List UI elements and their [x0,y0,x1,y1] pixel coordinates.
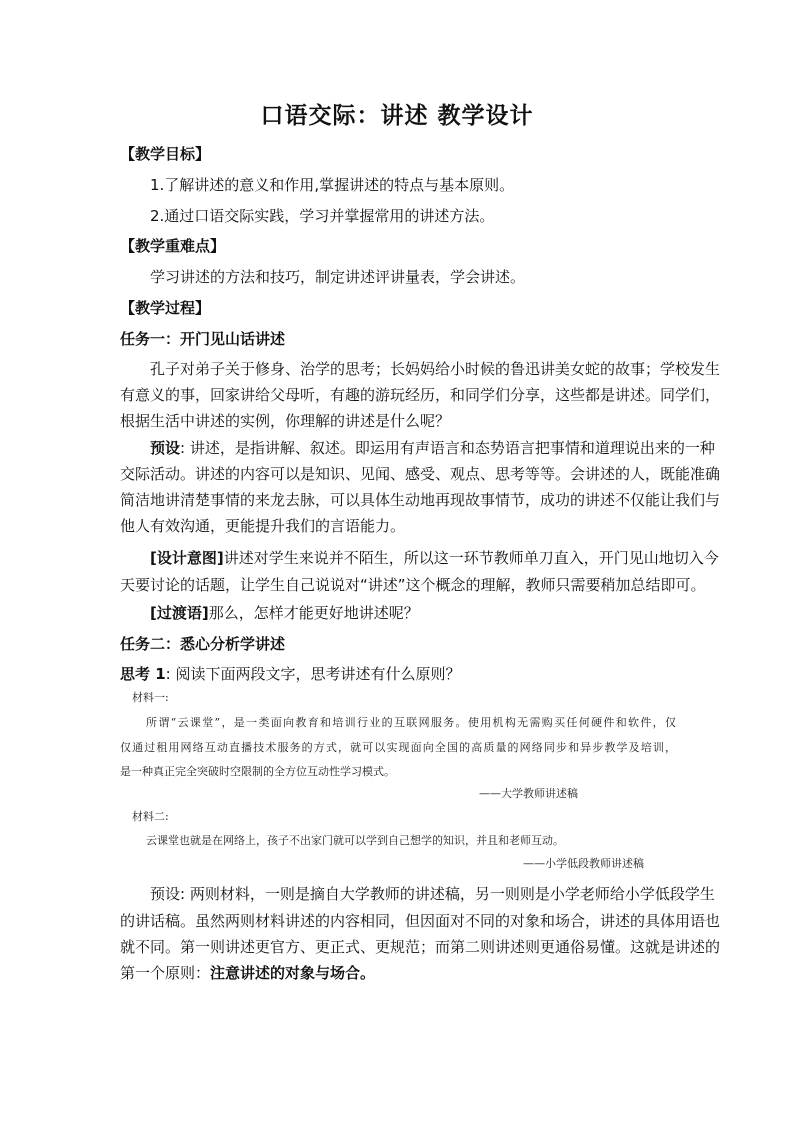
task-1-title: 任务一：开门见山话讲述 [120,330,286,348]
task-1-paragraph-line: 有意义的事，回家讲给父母听，有趣的游玩经历，和同学们分享，这些都是讲述。同学们， [120,386,721,404]
material-2-line: 云课堂也就是在网络上，孩子不出家门就可以学到自己想学的知识，并且和老师互动。 [146,834,564,847]
key-points-text: 学习讲述的方法和技巧，制定讲述评讲量表，学会讲述。 [150,268,526,286]
task-1-preset-line: 预设: 讲述，是指讲解、叙述。即运用有声语言和态势语言把事情和道理说出来的一种 [150,439,715,457]
task-2-preset-line: 的讲话稿。虽然两则材料讲述的内容相同，但因面对不同的对象和场合，讲述的具体用语也 [120,912,721,930]
transition-line: [过渡语]那么，怎样才能更好地讲述呢？ [150,604,419,622]
task-1-preset-line: 他人有效沟通，更能提升我们的言语能力。 [120,517,406,535]
design-intent-line: [设计意图]讲述对学生来说并不陌生，所以这一环节教师单刀直入，开门见山地切入今 [150,549,719,567]
material-1-line: 仅通过租用网络互动直播技术服务的方式，就可以实现面向全国的高质量的网络同步和异步教学及培训， [120,741,676,754]
think-1-label: 思考 1 [120,665,166,683]
task-2-title: 任务二：悉心分析学讲述 [120,635,286,653]
think-1-line: 思考 1: 阅读下面两段文字，思考讲述有什么原则？ [120,665,461,683]
material-1-line: 是一种真正完全突破时空限制的全方位互动性学习模式。 [120,765,395,778]
page-title: 口语交际：讲述 教学设计 [260,103,534,129]
material-1-source: ——大学教师讲述稿 [479,787,578,800]
material-2-source: ——小学低段教师讲述稿 [523,857,644,870]
task-1-preset-line: 交际活动。讲述的内容可以是知识、见闻、感受、观点、思考等等。会讲述的人，既能准确 [120,465,721,483]
section-heading-process: 【教学过程】 [120,299,211,317]
material-2-label: 材料二: [132,810,169,823]
preset-label: 预设 [150,439,181,457]
task-1-paragraph-line: 根据生活中讲述的实例，你理解的讲述是什么呢？ [120,412,451,430]
principle-emphasis: 注意讲述的对象与场合。 [210,964,376,982]
goal-item-1: 1.了解讲述的意义和作用,掌握讲述的特点与基本原则。 [150,176,515,194]
transition-label: [过渡语] [150,604,209,622]
section-heading-key-points: 【教学重难点】 [120,237,226,255]
task-2-preset-line: 预设: 两则材料，一则是摘自大学教师的讲述稿，另一则则是小学老师给小学低段学生 [150,885,715,903]
goal-item-2: 2.通过口语交际实践，学习并掌握常用的讲述方法。 [150,207,495,225]
section-heading-goals: 【教学目标】 [120,145,211,163]
task-1-preset-line: 简洁地讲清楚事情的来龙去脉，可以具体生动地再现故事情节，成功的讲述不仅能让我们与 [120,491,721,509]
design-intent-label: [设计意图] [150,549,224,567]
task-2-preset-line: 就不同。第一则讲述更官方、更正式、更规范；而第二则讲述则更通俗易懂。这就是讲述的 [120,938,721,956]
task-1-paragraph-line: 孔子对弟子关于修身、治学的思考；长妈妈给小时候的鲁迅讲美女蛇的故事；学校发生 [150,360,721,378]
material-1-line: 所谓“云课堂”，是一类面向教育和培训行业的互联网服务。使用机构无需购买任何硬件和软件，仅 [146,716,676,729]
material-1-label: 材料一: [132,691,169,704]
task-2-preset-line: 第一个原则：注意讲述的对象与场合。 [120,964,376,982]
design-intent-line: 天要讨论的话题，让学生自己说说对“讲述”这个概念的理解，教师只需要稍加总结即可。 [120,576,706,594]
